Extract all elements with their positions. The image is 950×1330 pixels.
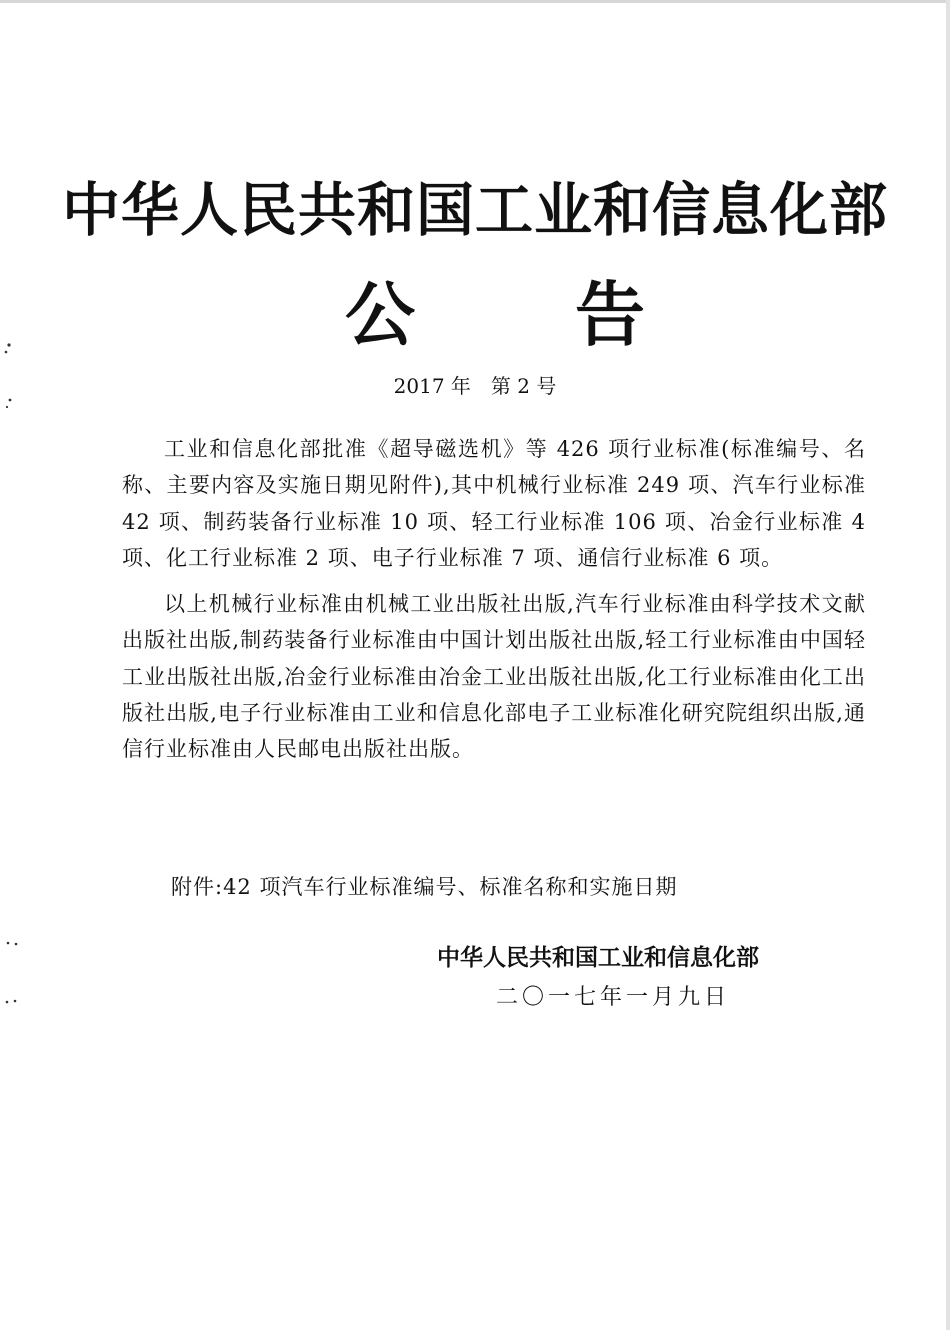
- body-paragraph-2: 以上机械行业标准由机械工业出版社出版,汽车行业标准由科学技术文献出版社出版,制药装备行业标准由中国计划出版社出版,轻工行业标准由中国轻工业出版社出版,冶金行业标准由冶金工业出版社出版,化工行业标准由化工出版社出版,电子行业标准由工业和信息化部电子工业标准化研究院组织出版,通信行业标准由人民邮电出版社出版。: [122, 592, 866, 762]
- document-type-char-2: 告: [575, 274, 645, 356]
- signing-date: 二〇一七年一月九日: [496, 985, 731, 1010]
- attachment-line: 附件:42 项汽车行业标准编号、标准名称和实施日期: [171, 875, 678, 899]
- document-type-heading: [345, 270, 645, 360]
- issuer-title: 中华人民共和国工业和信息化部: [61, 176, 888, 244]
- document-number: 2017 年 第 2 号: [393, 374, 557, 398]
- announcement-body: [122, 431, 866, 778]
- signatory: 中华人民共和国工业和信息化部: [437, 945, 759, 971]
- document-type-char-1: 公: [345, 274, 415, 356]
- body-paragraph-1: 工业和信息化部批准《超导磁选机》等 426 项行业标准(标准编号、名称、主要内容及实施日期见附件),其中机械行业标准 249 项、汽车行业标准 42 项、制药装备行业标准 10 项、轻工行业标准 106 项、冶金行业标准 4 项、化工行业标准 2 项、电子行业标准 7 项、通信行业标准 6 项。: [122, 437, 866, 570]
- scan-edge-top: [0, 0, 950, 3]
